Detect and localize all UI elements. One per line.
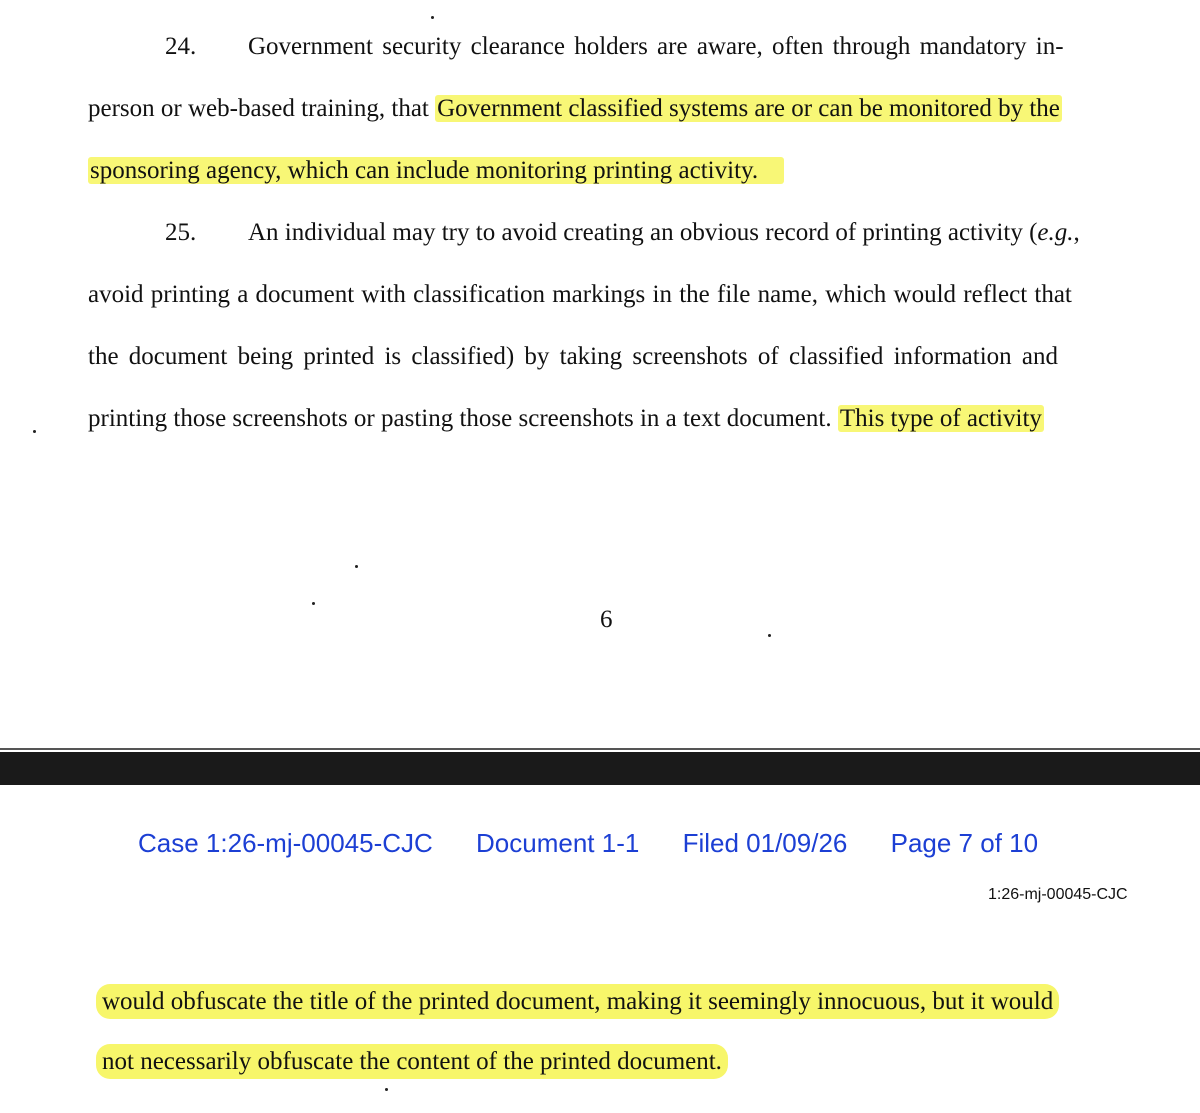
para-25-number: 25.	[165, 219, 197, 246]
header-case-number: Case 1:26-mj-00045-CJC	[138, 828, 433, 858]
para-25-line-3-text: the document being printed is classified) by taking screenshots of classified information and	[88, 343, 1058, 370]
para-24-line-2	[88, 92, 1136, 126]
para-24-number: 24.	[165, 33, 197, 60]
para-24-line-1	[88, 30, 1136, 64]
ecf-header	[138, 828, 1038, 859]
scan-speck	[355, 565, 358, 568]
highlight-obfuscate-title: would obfuscate the title of the printed document, making it seemingly innocuous, but it would	[96, 984, 1059, 1019]
highlight-monitored-systems: Government classified systems are or can be monitored by the	[437, 95, 1060, 122]
header-page-count: Page 7 of 10	[890, 828, 1039, 858]
scan-speck	[431, 16, 434, 19]
para-25-eg: e.g.	[1037, 219, 1074, 246]
scan-speck	[768, 634, 771, 637]
para-25-line-1	[88, 216, 1136, 250]
para-25-line-1-end: ,	[1073, 219, 1080, 246]
para-25-line-4	[88, 402, 1136, 436]
continuation-line-2	[96, 1045, 1144, 1079]
highlight-this-type-of-activity: This type of activity	[839, 405, 1042, 432]
para-25-line-2	[88, 278, 1136, 312]
para-24-line-1-text: Government security clearance holders are aware, often through mandatory in-	[248, 33, 1064, 60]
scan-speck	[385, 1088, 388, 1091]
scan-speck	[33, 430, 36, 433]
header-filed-date: Filed 01/09/26	[682, 828, 848, 858]
para-24-line-3	[88, 154, 1136, 188]
highlight-obfuscate-content: not necessarily obfuscate the content of the printed document.	[96, 1044, 728, 1079]
para-24-line-2-text: person or web-based training, that	[88, 95, 436, 122]
header-document: Document 1-1	[476, 828, 640, 858]
highlight-monitoring-printing: sponsoring agency, which can include monitoring printing activity.	[88, 157, 784, 184]
para-25-line-2-text: avoid printing a document with classification markings in the file name, which would reflect that	[88, 281, 1072, 308]
continuation-line-1	[96, 985, 1144, 1019]
page-number: 6	[600, 606, 613, 633]
para-25-line-1-text: An individual may try to avoid creating an obvious record of printing activity (	[248, 219, 1038, 246]
case-number-small: 1:26-mj-00045-CJC	[988, 886, 1128, 903]
para-25-line-4-text: printing those screenshots or pasting those screenshots in a text document.	[88, 405, 838, 432]
para-25-line-3	[88, 340, 1136, 374]
page-break-bar	[0, 752, 1200, 785]
page-break-hairline	[0, 748, 1200, 750]
scan-speck	[312, 602, 315, 605]
